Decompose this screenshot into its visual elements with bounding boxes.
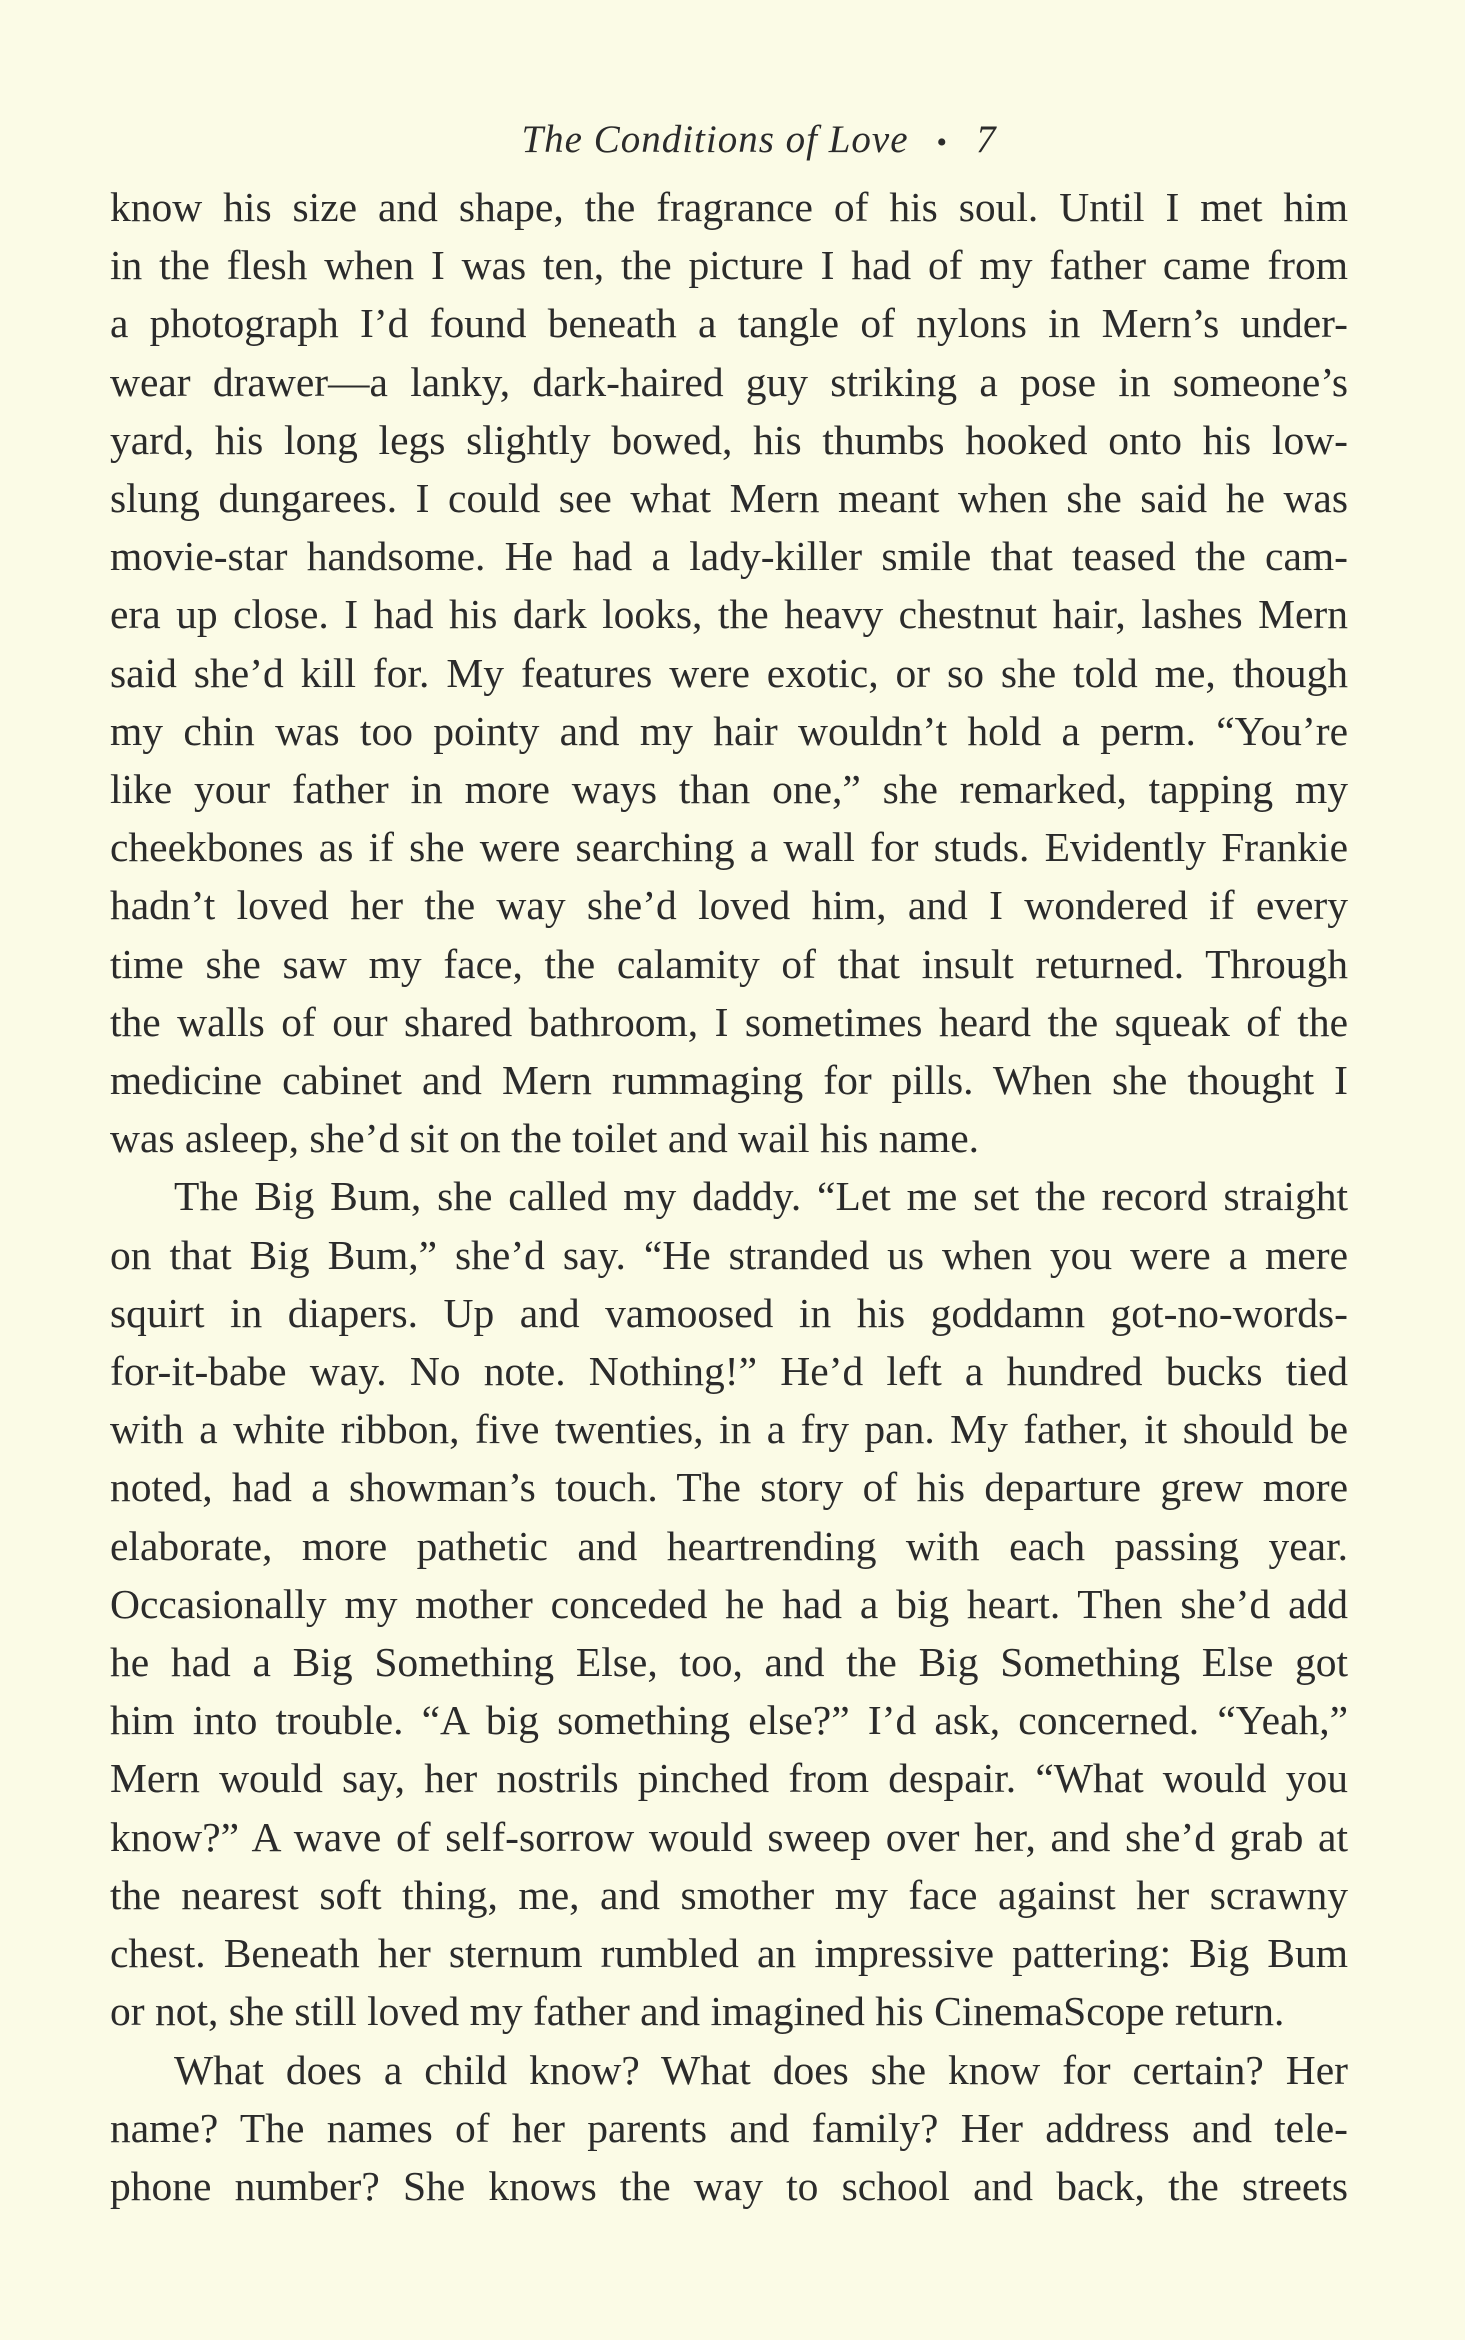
text-line: name? The names of her parents and family? Her address and tele- bbox=[110, 2104, 1348, 2151]
text-line: cheekbones as if she were searching a wall for studs. Evidently Frankie bbox=[110, 824, 1348, 871]
text-line: The Big Bum, she called my daddy. “Let me set the record straight bbox=[174, 1173, 1348, 1220]
text-line: movie-star handsome. He had a lady-killer smile that teased the cam- bbox=[110, 533, 1348, 580]
text-line: like your father in more ways than one,” she remarked, tapping my bbox=[110, 766, 1348, 813]
text-line: or not, she still loved my father and imagined his CinemaScope return. bbox=[110, 1988, 1285, 2035]
paragraph bbox=[110, 2041, 1348, 2216]
text-line: with a white ribbon, five twenties, in a fry pan. My father, it should be bbox=[110, 1406, 1348, 1453]
text-line: Occasionally my mother conceded he had a big heart. Then she’d add bbox=[110, 1580, 1348, 1627]
text-line: was asleep, she’d sit on the toilet and wail his name. bbox=[110, 1115, 979, 1162]
text-line: the nearest soft thing, me, and smother my face against her scrawny bbox=[110, 1871, 1348, 1918]
text-line: a photograph I’d found beneath a tangle of nylons in Mern’s under- bbox=[110, 300, 1348, 347]
separator-bullet: • bbox=[936, 126, 949, 160]
text-line: What does a child know? What does she know for certain? Her bbox=[174, 2046, 1348, 2093]
text-line: the walls of our shared bathroom, I sometimes heard the squeak of the bbox=[110, 998, 1348, 1045]
page-number: 7 bbox=[976, 118, 997, 161]
text-line: wear drawer—a lanky, dark-haired guy striking a pose in someone’s bbox=[110, 358, 1348, 405]
running-head bbox=[110, 110, 1348, 170]
text-line: time she saw my face, the calamity of that insult returned. Through bbox=[110, 940, 1348, 987]
text-line: noted, had a showman’s touch. The story of his departure grew more bbox=[110, 1464, 1348, 1511]
text-line: yard, his long legs slightly bowed, his thumbs hooked onto his low- bbox=[110, 416, 1348, 463]
text-line: hadn’t loved her the way she’d loved him, and I wondered if every bbox=[110, 882, 1348, 929]
text-line: he had a Big Something Else, too, and the Big Something Else got bbox=[110, 1639, 1348, 1686]
text-line: said she’d kill for. My features were exotic, or so she told me, though bbox=[110, 649, 1348, 696]
text-line: medicine cabinet and Mern rummaging for pills. When she thought I bbox=[110, 1057, 1348, 1104]
body-text bbox=[110, 178, 1348, 2215]
text-line: phone number? She knows the way to school and back, the streets bbox=[110, 2162, 1348, 2209]
text-line: squirt in diapers. Up and vamoosed in his goddamn got-no-words- bbox=[110, 1289, 1348, 1336]
paragraph bbox=[110, 178, 1348, 1167]
book-page bbox=[110, 110, 1348, 2215]
text-line: elaborate, more pathetic and heartrending with each passing year. bbox=[110, 1522, 1348, 1569]
text-line: for-it-babe way. No note. Nothing!” He’d left a hundred bucks tied bbox=[110, 1348, 1348, 1395]
text-line: Mern would say, her nostrils pinched from despair. “What would you bbox=[110, 1755, 1348, 1802]
text-line: chest. Beneath her sternum rumbled an impressive pattering: Big Bum bbox=[110, 1930, 1348, 1977]
text-line: my chin was too pointy and my hair wouldn’t hold a perm. “You’re bbox=[110, 707, 1348, 754]
text-line: slung dungarees. I could see what Mern meant when she said he was bbox=[110, 475, 1348, 522]
text-line: know his size and shape, the fragrance of his soul. Until I met him bbox=[110, 184, 1348, 230]
text-line: era up close. I had his dark looks, the heavy chestnut hair, lashes Mern bbox=[110, 591, 1348, 638]
book-title: The Conditions of Love bbox=[521, 118, 909, 161]
paragraph bbox=[110, 1167, 1348, 2040]
text-line: him into trouble. “A big something else?” I’d ask, concerned. “Yeah,” bbox=[110, 1697, 1348, 1744]
text-line: in the flesh when I was ten, the picture I had of my father came from bbox=[110, 242, 1348, 289]
text-line: know?” A wave of self-sorrow would sweep over her, and she’d grab at bbox=[110, 1813, 1348, 1860]
text-line: on that Big Bum,” she’d say. “He stranded us when you were a mere bbox=[110, 1231, 1348, 1278]
